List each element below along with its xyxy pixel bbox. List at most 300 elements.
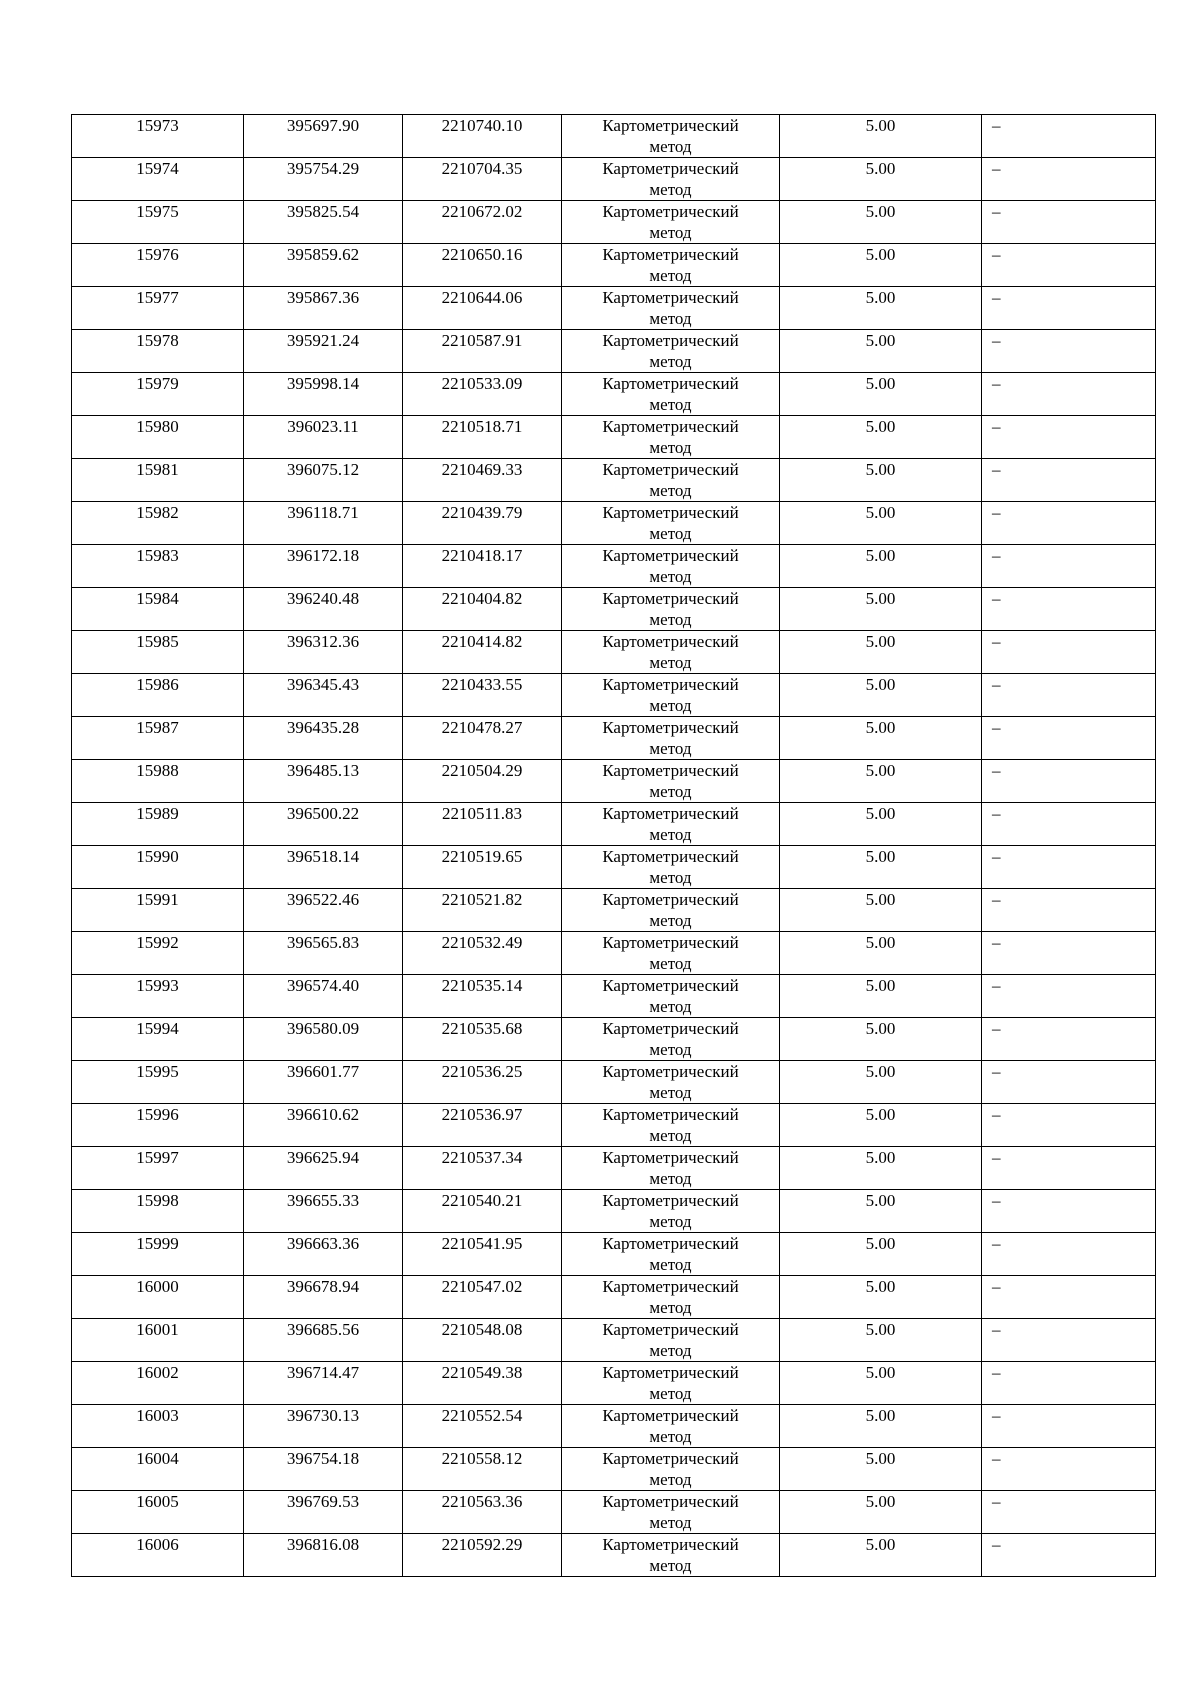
point-number-cell: 15998 bbox=[72, 1190, 244, 1233]
description-cell: – bbox=[982, 373, 1156, 416]
point-number-cell: 15978 bbox=[72, 330, 244, 373]
method-cell bbox=[562, 201, 780, 244]
method-line-1: Картометрический bbox=[602, 847, 739, 866]
method-line-1: Картометрический bbox=[602, 546, 739, 565]
method-line-1: Картометрический bbox=[602, 374, 739, 393]
table-row bbox=[72, 889, 1156, 932]
method-line-2: метод bbox=[649, 438, 692, 457]
method-line-1: Картометрический bbox=[602, 331, 739, 350]
method-line-1: Картометрический bbox=[602, 1449, 739, 1468]
accuracy-cell: 5.00 bbox=[780, 1362, 982, 1405]
table-row bbox=[72, 201, 1156, 244]
point-number-cell: 15991 bbox=[72, 889, 244, 932]
accuracy-cell: 5.00 bbox=[780, 1276, 982, 1319]
method-line-2: метод bbox=[649, 653, 692, 672]
accuracy-cell: 5.00 bbox=[780, 760, 982, 803]
method-line-2: метод bbox=[649, 1427, 692, 1446]
y-coordinate-cell: 2210547.02 bbox=[403, 1276, 562, 1319]
description-cell: – bbox=[982, 201, 1156, 244]
method-line-1: Картометрический bbox=[602, 1535, 739, 1554]
point-number-cell: 16003 bbox=[72, 1405, 244, 1448]
method-cell bbox=[562, 717, 780, 760]
method-line-2: метод bbox=[649, 524, 692, 543]
point-number-cell: 15996 bbox=[72, 1104, 244, 1147]
method-line-1: Картометрический bbox=[602, 933, 739, 952]
description-cell: – bbox=[982, 803, 1156, 846]
method-line-2: метод bbox=[649, 1040, 692, 1059]
method-line-2: метод bbox=[649, 868, 692, 887]
point-number-cell: 16002 bbox=[72, 1362, 244, 1405]
method-cell bbox=[562, 846, 780, 889]
x-coordinate-cell: 396312.36 bbox=[244, 631, 403, 674]
y-coordinate-cell: 2210563.36 bbox=[403, 1491, 562, 1534]
y-coordinate-cell: 2210540.21 bbox=[403, 1190, 562, 1233]
accuracy-cell: 5.00 bbox=[780, 1534, 982, 1577]
x-coordinate-cell: 395697.90 bbox=[244, 115, 403, 158]
method-line-2: метод bbox=[649, 911, 692, 930]
method-line-2: метод bbox=[649, 137, 692, 156]
method-cell bbox=[562, 631, 780, 674]
point-number-cell: 15987 bbox=[72, 717, 244, 760]
method-cell bbox=[562, 889, 780, 932]
description-cell: – bbox=[982, 975, 1156, 1018]
accuracy-cell: 5.00 bbox=[780, 803, 982, 846]
x-coordinate-cell: 396574.40 bbox=[244, 975, 403, 1018]
method-cell bbox=[562, 158, 780, 201]
point-number-cell: 16000 bbox=[72, 1276, 244, 1319]
x-coordinate-cell: 395867.36 bbox=[244, 287, 403, 330]
x-coordinate-cell: 396714.47 bbox=[244, 1362, 403, 1405]
method-line-1: Картометрический bbox=[602, 1062, 739, 1081]
description-cell: – bbox=[982, 459, 1156, 502]
description-cell: – bbox=[982, 717, 1156, 760]
method-line-1: Картометрический bbox=[602, 159, 739, 178]
y-coordinate-cell: 2210469.33 bbox=[403, 459, 562, 502]
method-cell bbox=[562, 545, 780, 588]
method-line-1: Картометрический bbox=[602, 202, 739, 221]
method-line-2: метод bbox=[649, 481, 692, 500]
x-coordinate-cell: 396730.13 bbox=[244, 1405, 403, 1448]
x-coordinate-cell: 396172.18 bbox=[244, 545, 403, 588]
method-line-1: Картометрический bbox=[602, 1148, 739, 1167]
method-line-2: метод bbox=[649, 395, 692, 414]
method-cell bbox=[562, 330, 780, 373]
table-row bbox=[72, 115, 1156, 158]
point-number-cell: 15980 bbox=[72, 416, 244, 459]
y-coordinate-cell: 2210418.17 bbox=[403, 545, 562, 588]
description-cell: – bbox=[982, 502, 1156, 545]
accuracy-cell: 5.00 bbox=[780, 244, 982, 287]
method-cell bbox=[562, 1233, 780, 1276]
description-cell: – bbox=[982, 1104, 1156, 1147]
description-cell: – bbox=[982, 1362, 1156, 1405]
y-coordinate-cell: 2210644.06 bbox=[403, 287, 562, 330]
table-row bbox=[72, 717, 1156, 760]
table-row bbox=[72, 975, 1156, 1018]
description-cell: – bbox=[982, 1147, 1156, 1190]
method-cell bbox=[562, 416, 780, 459]
method-cell bbox=[562, 1362, 780, 1405]
accuracy-cell: 5.00 bbox=[780, 373, 982, 416]
table-row bbox=[72, 1405, 1156, 1448]
description-cell: – bbox=[982, 115, 1156, 158]
table-row bbox=[72, 932, 1156, 975]
x-coordinate-cell: 396240.48 bbox=[244, 588, 403, 631]
method-line-2: метод bbox=[649, 1212, 692, 1231]
table-row bbox=[72, 330, 1156, 373]
method-cell bbox=[562, 1491, 780, 1534]
method-line-2: метод bbox=[649, 1083, 692, 1102]
method-cell bbox=[562, 932, 780, 975]
y-coordinate-cell: 2210404.82 bbox=[403, 588, 562, 631]
method-line-2: метод bbox=[649, 696, 692, 715]
point-number-cell: 16001 bbox=[72, 1319, 244, 1362]
method-line-1: Картометрический bbox=[602, 1492, 739, 1511]
method-line-2: метод bbox=[649, 1341, 692, 1360]
method-line-2: метод bbox=[649, 309, 692, 328]
accuracy-cell: 5.00 bbox=[780, 1104, 982, 1147]
method-line-2: метод bbox=[649, 180, 692, 199]
x-coordinate-cell: 396075.12 bbox=[244, 459, 403, 502]
description-cell: – bbox=[982, 416, 1156, 459]
method-line-2: метод bbox=[649, 954, 692, 973]
method-line-2: метод bbox=[649, 825, 692, 844]
description-cell: – bbox=[982, 889, 1156, 932]
x-coordinate-cell: 395825.54 bbox=[244, 201, 403, 244]
x-coordinate-cell: 396435.28 bbox=[244, 717, 403, 760]
method-line-2: метод bbox=[649, 1298, 692, 1317]
accuracy-cell: 5.00 bbox=[780, 1491, 982, 1534]
table-row bbox=[72, 674, 1156, 717]
point-number-cell: 15975 bbox=[72, 201, 244, 244]
description-cell: – bbox=[982, 932, 1156, 975]
method-line-1: Картометрический bbox=[602, 890, 739, 909]
y-coordinate-cell: 2210587.91 bbox=[403, 330, 562, 373]
y-coordinate-cell: 2210433.55 bbox=[403, 674, 562, 717]
method-line-1: Картометрический bbox=[602, 503, 739, 522]
table-row bbox=[72, 1018, 1156, 1061]
method-cell bbox=[562, 287, 780, 330]
method-line-1: Картометрический bbox=[602, 761, 739, 780]
accuracy-cell: 5.00 bbox=[780, 631, 982, 674]
description-cell: – bbox=[982, 1491, 1156, 1534]
table-row bbox=[72, 287, 1156, 330]
x-coordinate-cell: 396500.22 bbox=[244, 803, 403, 846]
y-coordinate-cell: 2210592.29 bbox=[403, 1534, 562, 1577]
table-row bbox=[72, 545, 1156, 588]
table-row bbox=[72, 1448, 1156, 1491]
method-line-2: метод bbox=[649, 610, 692, 629]
accuracy-cell: 5.00 bbox=[780, 1018, 982, 1061]
y-coordinate-cell: 2210704.35 bbox=[403, 158, 562, 201]
accuracy-cell: 5.00 bbox=[780, 889, 982, 932]
table-row bbox=[72, 1534, 1156, 1577]
method-line-2: метод bbox=[649, 1384, 692, 1403]
y-coordinate-cell: 2210549.38 bbox=[403, 1362, 562, 1405]
y-coordinate-cell: 2210541.95 bbox=[403, 1233, 562, 1276]
point-number-cell: 15979 bbox=[72, 373, 244, 416]
description-cell: – bbox=[982, 846, 1156, 889]
table-row bbox=[72, 1319, 1156, 1362]
x-coordinate-cell: 396678.94 bbox=[244, 1276, 403, 1319]
method-cell bbox=[562, 373, 780, 416]
accuracy-cell: 5.00 bbox=[780, 330, 982, 373]
description-cell: – bbox=[982, 674, 1156, 717]
point-number-cell: 15976 bbox=[72, 244, 244, 287]
point-number-cell: 15986 bbox=[72, 674, 244, 717]
method-line-2: метод bbox=[649, 1556, 692, 1575]
description-cell: – bbox=[982, 1018, 1156, 1061]
method-line-2: метод bbox=[649, 739, 692, 758]
point-number-cell: 15994 bbox=[72, 1018, 244, 1061]
point-number-cell: 15974 bbox=[72, 158, 244, 201]
point-number-cell: 15990 bbox=[72, 846, 244, 889]
description-cell: – bbox=[982, 1534, 1156, 1577]
method-line-2: метод bbox=[649, 352, 692, 371]
y-coordinate-cell: 2210552.54 bbox=[403, 1405, 562, 1448]
method-cell bbox=[562, 588, 780, 631]
table-row bbox=[72, 760, 1156, 803]
accuracy-cell: 5.00 bbox=[780, 588, 982, 631]
description-cell: – bbox=[982, 1405, 1156, 1448]
table-row bbox=[72, 588, 1156, 631]
y-coordinate-cell: 2210536.97 bbox=[403, 1104, 562, 1147]
method-cell bbox=[562, 1190, 780, 1233]
method-line-2: метод bbox=[649, 1470, 692, 1489]
point-number-cell: 15995 bbox=[72, 1061, 244, 1104]
method-line-1: Картометрический bbox=[602, 1019, 739, 1038]
accuracy-cell: 5.00 bbox=[780, 115, 982, 158]
method-line-1: Картометрический bbox=[602, 417, 739, 436]
table-row bbox=[72, 502, 1156, 545]
point-number-cell: 15992 bbox=[72, 932, 244, 975]
point-number-cell: 15984 bbox=[72, 588, 244, 631]
method-line-2: метод bbox=[649, 782, 692, 801]
y-coordinate-cell: 2210650.16 bbox=[403, 244, 562, 287]
method-line-1: Картометрический bbox=[602, 116, 739, 135]
y-coordinate-cell: 2210535.68 bbox=[403, 1018, 562, 1061]
x-coordinate-cell: 396685.56 bbox=[244, 1319, 403, 1362]
y-coordinate-cell: 2210535.14 bbox=[403, 975, 562, 1018]
x-coordinate-cell: 395921.24 bbox=[244, 330, 403, 373]
method-cell bbox=[562, 1405, 780, 1448]
table-row bbox=[72, 416, 1156, 459]
accuracy-cell: 5.00 bbox=[780, 674, 982, 717]
x-coordinate-cell: 396769.53 bbox=[244, 1491, 403, 1534]
point-number-cell: 15997 bbox=[72, 1147, 244, 1190]
accuracy-cell: 5.00 bbox=[780, 502, 982, 545]
y-coordinate-cell: 2210532.49 bbox=[403, 932, 562, 975]
x-coordinate-cell: 396565.83 bbox=[244, 932, 403, 975]
y-coordinate-cell: 2210519.65 bbox=[403, 846, 562, 889]
accuracy-cell: 5.00 bbox=[780, 545, 982, 588]
method-cell bbox=[562, 674, 780, 717]
method-line-1: Картометрический bbox=[602, 718, 739, 737]
method-cell bbox=[562, 975, 780, 1018]
x-coordinate-cell: 396580.09 bbox=[244, 1018, 403, 1061]
method-line-2: метод bbox=[649, 567, 692, 586]
y-coordinate-cell: 2210537.34 bbox=[403, 1147, 562, 1190]
method-line-2: метод bbox=[649, 223, 692, 242]
x-coordinate-cell: 395754.29 bbox=[244, 158, 403, 201]
description-cell: – bbox=[982, 1190, 1156, 1233]
point-number-cell: 15982 bbox=[72, 502, 244, 545]
method-line-1: Картометрический bbox=[602, 245, 739, 264]
description-cell: – bbox=[982, 631, 1156, 674]
method-line-1: Картометрический bbox=[602, 1234, 739, 1253]
y-coordinate-cell: 2210511.83 bbox=[403, 803, 562, 846]
y-coordinate-cell: 2210439.79 bbox=[403, 502, 562, 545]
x-coordinate-cell: 396485.13 bbox=[244, 760, 403, 803]
accuracy-cell: 5.00 bbox=[780, 158, 982, 201]
x-coordinate-cell: 396663.36 bbox=[244, 1233, 403, 1276]
method-cell bbox=[562, 1276, 780, 1319]
description-cell: – bbox=[982, 1319, 1156, 1362]
table-row bbox=[72, 846, 1156, 889]
point-number-cell: 16006 bbox=[72, 1534, 244, 1577]
y-coordinate-cell: 2210414.82 bbox=[403, 631, 562, 674]
description-cell: – bbox=[982, 287, 1156, 330]
y-coordinate-cell: 2210478.27 bbox=[403, 717, 562, 760]
table-row bbox=[72, 1061, 1156, 1104]
method-line-1: Картометрический bbox=[602, 632, 739, 651]
x-coordinate-cell: 396754.18 bbox=[244, 1448, 403, 1491]
method-line-1: Картометрический bbox=[602, 1105, 739, 1124]
y-coordinate-cell: 2210672.02 bbox=[403, 201, 562, 244]
table-row bbox=[72, 1276, 1156, 1319]
x-coordinate-cell: 396345.43 bbox=[244, 674, 403, 717]
table-row bbox=[72, 1104, 1156, 1147]
method-line-1: Картометрический bbox=[602, 288, 739, 307]
y-coordinate-cell: 2210548.08 bbox=[403, 1319, 562, 1362]
table-row bbox=[72, 459, 1156, 502]
point-number-cell: 15999 bbox=[72, 1233, 244, 1276]
description-cell: – bbox=[982, 244, 1156, 287]
method-line-2: метод bbox=[649, 997, 692, 1016]
method-line-1: Картометрический bbox=[602, 804, 739, 823]
accuracy-cell: 5.00 bbox=[780, 717, 982, 760]
coordinates-table bbox=[71, 114, 1156, 1577]
point-number-cell: 15989 bbox=[72, 803, 244, 846]
accuracy-cell: 5.00 bbox=[780, 1405, 982, 1448]
table-row bbox=[72, 373, 1156, 416]
x-coordinate-cell: 396522.46 bbox=[244, 889, 403, 932]
accuracy-cell: 5.00 bbox=[780, 1147, 982, 1190]
accuracy-cell: 5.00 bbox=[780, 1448, 982, 1491]
accuracy-cell: 5.00 bbox=[780, 846, 982, 889]
description-cell: – bbox=[982, 588, 1156, 631]
method-line-1: Картометрический bbox=[602, 589, 739, 608]
method-cell bbox=[562, 459, 780, 502]
accuracy-cell: 5.00 bbox=[780, 975, 982, 1018]
y-coordinate-cell: 2210521.82 bbox=[403, 889, 562, 932]
accuracy-cell: 5.00 bbox=[780, 201, 982, 244]
method-line-1: Картометрический bbox=[602, 1277, 739, 1296]
point-number-cell: 15988 bbox=[72, 760, 244, 803]
description-cell: – bbox=[982, 545, 1156, 588]
table-row bbox=[72, 1190, 1156, 1233]
y-coordinate-cell: 2210740.10 bbox=[403, 115, 562, 158]
x-coordinate-cell: 396816.08 bbox=[244, 1534, 403, 1577]
y-coordinate-cell: 2210533.09 bbox=[403, 373, 562, 416]
point-number-cell: 15993 bbox=[72, 975, 244, 1018]
table-row bbox=[72, 244, 1156, 287]
description-cell: – bbox=[982, 1233, 1156, 1276]
method-line-1: Картометрический bbox=[602, 1406, 739, 1425]
accuracy-cell: 5.00 bbox=[780, 1319, 982, 1362]
method-cell bbox=[562, 1061, 780, 1104]
method-line-2: метод bbox=[649, 266, 692, 285]
y-coordinate-cell: 2210518.71 bbox=[403, 416, 562, 459]
x-coordinate-cell: 395998.14 bbox=[244, 373, 403, 416]
point-number-cell: 16005 bbox=[72, 1491, 244, 1534]
accuracy-cell: 5.00 bbox=[780, 932, 982, 975]
x-coordinate-cell: 396023.11 bbox=[244, 416, 403, 459]
x-coordinate-cell: 395859.62 bbox=[244, 244, 403, 287]
accuracy-cell: 5.00 bbox=[780, 287, 982, 330]
accuracy-cell: 5.00 bbox=[780, 1190, 982, 1233]
description-cell: – bbox=[982, 1276, 1156, 1319]
description-cell: – bbox=[982, 1448, 1156, 1491]
y-coordinate-cell: 2210536.25 bbox=[403, 1061, 562, 1104]
method-cell bbox=[562, 502, 780, 545]
method-line-1: Картометрический bbox=[602, 1363, 739, 1382]
table-row bbox=[72, 1233, 1156, 1276]
method-line-1: Картометрический bbox=[602, 460, 739, 479]
method-cell bbox=[562, 115, 780, 158]
y-coordinate-cell: 2210504.29 bbox=[403, 760, 562, 803]
description-cell: – bbox=[982, 760, 1156, 803]
table-row bbox=[72, 631, 1156, 674]
point-number-cell: 15985 bbox=[72, 631, 244, 674]
point-number-cell: 15973 bbox=[72, 115, 244, 158]
table-row bbox=[72, 1147, 1156, 1190]
accuracy-cell: 5.00 bbox=[780, 1233, 982, 1276]
accuracy-cell: 5.00 bbox=[780, 459, 982, 502]
method-cell bbox=[562, 1448, 780, 1491]
point-number-cell: 15983 bbox=[72, 545, 244, 588]
x-coordinate-cell: 396601.77 bbox=[244, 1061, 403, 1104]
method-cell bbox=[562, 1104, 780, 1147]
method-cell bbox=[562, 1147, 780, 1190]
x-coordinate-cell: 396518.14 bbox=[244, 846, 403, 889]
method-line-2: метод bbox=[649, 1169, 692, 1188]
method-cell bbox=[562, 1534, 780, 1577]
table-row bbox=[72, 1491, 1156, 1534]
table-row bbox=[72, 803, 1156, 846]
table-row bbox=[72, 1362, 1156, 1405]
method-cell bbox=[562, 1319, 780, 1362]
y-coordinate-cell: 2210558.12 bbox=[403, 1448, 562, 1491]
table-body bbox=[72, 115, 1156, 1577]
point-number-cell: 16004 bbox=[72, 1448, 244, 1491]
x-coordinate-cell: 396610.62 bbox=[244, 1104, 403, 1147]
table-row bbox=[72, 158, 1156, 201]
accuracy-cell: 5.00 bbox=[780, 1061, 982, 1104]
x-coordinate-cell: 396655.33 bbox=[244, 1190, 403, 1233]
method-cell bbox=[562, 803, 780, 846]
method-cell bbox=[562, 1018, 780, 1061]
description-cell: – bbox=[982, 158, 1156, 201]
method-line-1: Картометрический bbox=[602, 976, 739, 995]
method-cell bbox=[562, 760, 780, 803]
method-line-2: метод bbox=[649, 1255, 692, 1274]
method-line-1: Картометрический bbox=[602, 1191, 739, 1210]
method-line-1: Картометрический bbox=[602, 675, 739, 694]
point-number-cell: 15981 bbox=[72, 459, 244, 502]
point-number-cell: 15977 bbox=[72, 287, 244, 330]
accuracy-cell: 5.00 bbox=[780, 416, 982, 459]
